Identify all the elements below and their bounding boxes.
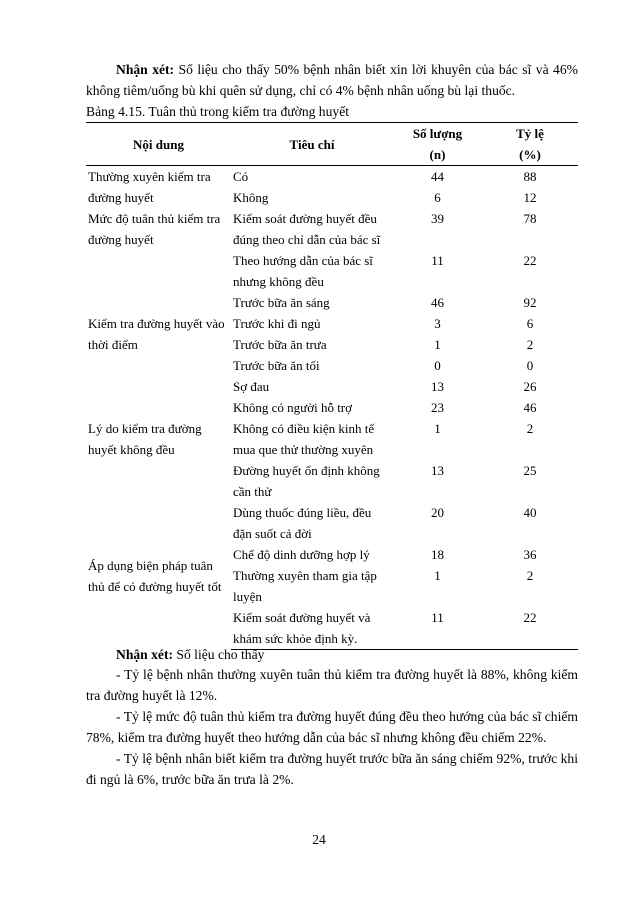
header-criteria: Tiêu chí bbox=[231, 123, 393, 166]
criterion-cell: Không có người hỗ trợ bbox=[233, 400, 353, 415]
criterion-cell: Chế độ dinh dưỡng hợp lý bbox=[233, 547, 370, 562]
criterion-cell: Đường huyết ổn định không cần thử bbox=[233, 463, 380, 499]
count-cell: 11 bbox=[393, 607, 482, 650]
count-cell: 13 bbox=[431, 379, 444, 394]
rate-cell: 88 bbox=[523, 169, 537, 184]
page-number: 24 bbox=[312, 832, 326, 847]
remark-paragraph bbox=[86, 644, 578, 665]
count-cell: 1 bbox=[434, 421, 441, 436]
count-cell: 11 bbox=[431, 253, 444, 268]
header-content: Nội dung bbox=[86, 123, 231, 166]
rate-cell: 6 bbox=[526, 316, 534, 331]
table-row bbox=[86, 166, 578, 188]
remark-label: Nhận xét: bbox=[116, 647, 174, 662]
count-cell: 0 bbox=[434, 358, 441, 373]
count-cell: 23 bbox=[431, 400, 444, 415]
header-count-line2: (n) bbox=[429, 147, 446, 162]
group-label-cell: Kiểm tra đường huyết vào thời điểm bbox=[88, 316, 225, 352]
count-cell: 13 bbox=[431, 463, 444, 478]
header-count-line1: Số lượng bbox=[412, 126, 463, 141]
group-label-cell: Thường xuyên kiểm tra đường huyết bbox=[88, 169, 211, 205]
intro-paragraph bbox=[86, 59, 578, 101]
rate-cell: 40 bbox=[523, 505, 537, 520]
criterion-cell: Trước khi đi ngủ bbox=[233, 316, 321, 331]
group-label-cell: Áp dụng biện pháp tuân thủ để có đường huyết tốt bbox=[88, 557, 222, 594]
rate-cell: 22 bbox=[523, 253, 537, 268]
rate-cell: 26 bbox=[523, 379, 537, 394]
header-count bbox=[393, 123, 482, 166]
criterion-cell: Theo hướng dẫn của bác sĩ nhưng không đều bbox=[233, 253, 373, 289]
rate-cell: 25 bbox=[523, 463, 537, 478]
criterion-cell: Thường xuyên tham gia tập luyện bbox=[233, 568, 377, 604]
remark-bullet: - Tỷ lệ bệnh nhân thường xuyên tuân thủ kiểm tra đường huyết là 88%, không kiểm tra đường huyết là 12%. bbox=[86, 667, 578, 703]
criterion-cell: Trước bữa ăn sáng bbox=[233, 295, 330, 310]
intro-text: Số liệu cho thấy 50% bệnh nhân biết xin lời khuyên của bác sĩ và 46% không tiêm/uống bù khi quên sử dụng, chỉ có 4% bệnh nhân uống bù lại thuốc. bbox=[86, 62, 578, 98]
criterion-cell: Dùng thuốc đúng liều, đều đặn suốt cả đời bbox=[233, 505, 372, 541]
criterion-cell: Trước bữa ăn tối bbox=[233, 358, 320, 373]
rate-cell: 2 bbox=[526, 568, 534, 583]
criterion-cell: Kiểm soát đường huyết và khám sức khỏe định kỳ. bbox=[231, 607, 393, 650]
remark-bullet: - Tỷ lệ bệnh nhân biết kiểm tra đường huyết trước bữa ăn sáng chiếm 92%, trước khi đi ngủ là 6%, trước bữa ăn trưa là 2%. bbox=[86, 751, 578, 787]
table-row bbox=[86, 376, 578, 397]
header-rate-line2: (%) bbox=[519, 147, 541, 162]
criterion-cell: Không có điều kiện kinh tế mua que thử thường xuyên bbox=[233, 421, 375, 457]
rate-cell: 92 bbox=[523, 295, 537, 310]
count-cell: 1 bbox=[434, 568, 441, 583]
criterion-cell: Kiểm soát đường huyết đều đúng theo chỉ dẫn của bác sĩ bbox=[233, 211, 381, 247]
count-cell: 6 bbox=[434, 190, 441, 205]
count-cell: 46 bbox=[431, 295, 444, 310]
remark-text: Số liệu cho thấy bbox=[173, 647, 265, 662]
rate-cell: 36 bbox=[523, 547, 537, 562]
group-label-cell: Mức độ tuân thủ kiểm tra đường huyết bbox=[88, 211, 221, 247]
criterion-cell: Sợ đau bbox=[233, 379, 270, 394]
group-label-cell: Lý do kiểm tra đường huyết không đều bbox=[88, 421, 202, 457]
count-cell: 18 bbox=[431, 547, 444, 562]
rate-cell: 2 bbox=[526, 337, 534, 352]
count-cell: 3 bbox=[434, 316, 441, 331]
rate-cell: 78 bbox=[523, 211, 537, 226]
criterion-cell: Trước bữa ăn trưa bbox=[233, 337, 327, 352]
table-row bbox=[86, 208, 578, 250]
count-cell: 20 bbox=[431, 505, 444, 520]
count-cell: 44 bbox=[431, 169, 444, 184]
header-rate-line1: Tỷ lệ bbox=[516, 126, 544, 141]
rate-cell: 12 bbox=[523, 190, 537, 205]
table-header-row bbox=[86, 123, 578, 166]
table-row bbox=[86, 292, 578, 313]
criterion-cell: Không bbox=[233, 190, 269, 205]
rate-cell: 46 bbox=[523, 400, 537, 415]
table-body bbox=[86, 166, 578, 650]
table-row bbox=[86, 502, 578, 544]
table-caption: Bảng 4.15. Tuân thủ trong kiểm tra đường huyết bbox=[86, 104, 350, 119]
criterion-cell: Có bbox=[233, 169, 249, 184]
rate-cell: 0 bbox=[526, 358, 534, 373]
remark-bullet: - Tỷ lệ mức độ tuân thủ kiểm tra đường huyết đúng đều theo hướng của bác sĩ chiếm 78%, kiểm tra đường huyết theo hướng dẫn của bác sĩ nhưng không đều chiếm 22%. bbox=[86, 709, 578, 745]
count-cell: 1 bbox=[434, 337, 441, 352]
header-rate bbox=[482, 123, 578, 166]
intro-label: Nhận xét: bbox=[116, 62, 175, 77]
compliance-table bbox=[86, 122, 578, 650]
count-cell: 39 bbox=[431, 211, 444, 226]
rate-cell: 22 bbox=[482, 607, 578, 650]
rate-cell: 2 bbox=[526, 421, 534, 436]
